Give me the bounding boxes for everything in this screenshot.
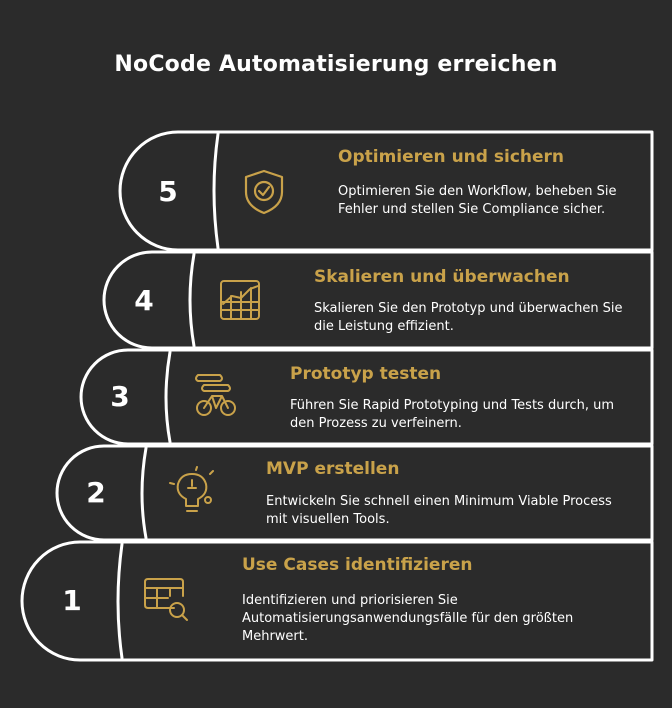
step-4-divider (190, 254, 194, 346)
lightbulb-icon (166, 466, 218, 518)
table-search-icon (140, 574, 192, 626)
step-4-description: Skalieren Sie den Prototyp und überwachen Sie die Leistung effizient. (314, 301, 623, 334)
step-5-divider (214, 134, 218, 248)
step-2-number: 2 (86, 476, 106, 509)
step-4-number: 4 (134, 284, 154, 317)
step-3-divider (166, 352, 170, 442)
step-1-number: 1 (62, 584, 82, 617)
step-1-description: Identifizieren und priorisieren Sie Automatisierungsanwendungsfälle für den größten Mehrwert. (242, 593, 574, 644)
step-3-number: 3 (110, 380, 130, 413)
bike-wrench-icon (190, 368, 242, 420)
step-4-title: Skalieren und überwachen (314, 267, 570, 287)
step-2-divider (142, 448, 146, 538)
chart-grid-icon (214, 274, 266, 326)
step-1-title: Use Cases identifizieren (242, 555, 473, 575)
step-5-title: Optimieren und sichern (338, 147, 565, 167)
step-1-divider (118, 544, 122, 658)
step-5-description: Optimieren Sie den Workflow, beheben Sie Fehler und stellen Sie Compliance sicher. (338, 184, 617, 217)
diagram-title: NoCode Automatisierung erreichen (114, 52, 558, 77)
step-2-description: Entwickeln Sie schnell einen Minimum Viable Process mit visuellen Tools. (266, 494, 612, 527)
step-5-number: 5 (158, 175, 178, 208)
step-2-title: MVP erstellen (266, 459, 400, 479)
step-3-description: Führen Sie Rapid Prototyping und Tests durch, um den Prozess zu verfeinern. (290, 398, 615, 431)
shield-check-icon (238, 166, 290, 218)
step-3-title: Prototyp testen (290, 364, 442, 384)
